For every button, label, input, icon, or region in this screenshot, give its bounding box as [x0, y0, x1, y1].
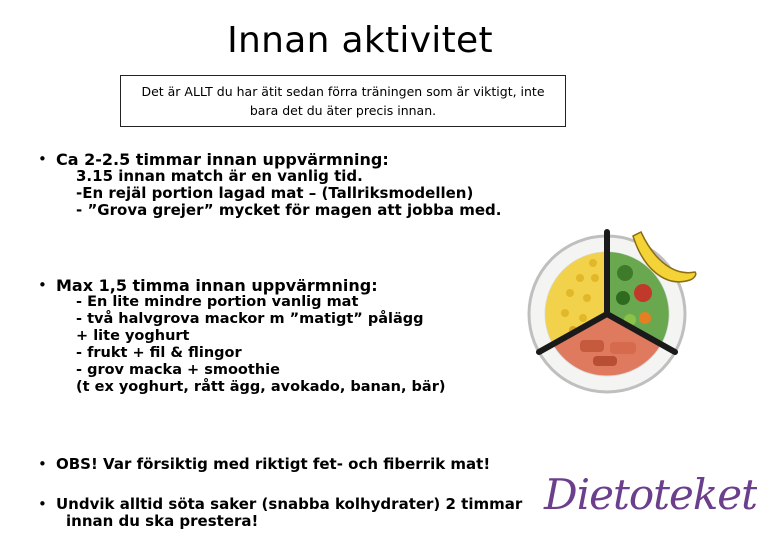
bullet-warning [38, 455, 491, 473]
bullet-dot: • [38, 150, 47, 168]
bullet-avoid-sugar [38, 495, 523, 530]
callout-line-2: bara det du äter precis innan. [249, 103, 437, 118]
bullet-heading: Max 1,5 timma innan uppvärmning: [56, 276, 378, 295]
bullet-dot: • [38, 455, 47, 473]
bullet-line: -En rejäl portion lagad mat – (Tallriksmodellen) [76, 184, 474, 202]
bullet-line: - ”Grova grejer” mycket för magen att jobba med. [76, 201, 502, 219]
bullet-line: innan du ska prestera! [66, 512, 259, 530]
bullet-pre-warmup-1-5h [38, 276, 446, 396]
bullet-line: - frukt + fil & flingor [76, 345, 242, 361]
bullet-pre-warmup-2h [38, 150, 502, 219]
bullet-line: - En lite mindre portion vanlig mat [76, 294, 359, 310]
page-title: Innan aktivitet [227, 20, 493, 61]
bullet-heading: OBS! Var försiktig med riktigt fet- och fiberrik mat! [56, 455, 491, 473]
plate-model-icon [525, 218, 705, 398]
bullet-heading: Undvik alltid söta saker (snabba kolhydrater) 2 timmar [56, 495, 523, 513]
callout-line-1: Det är ALLT du har ätit sedan förra träningen som är viktigt, inte [141, 84, 545, 99]
bullet-line: - två halvgrova mackor m ”matigt” pålägg [76, 311, 424, 327]
bullet-line: 3.15 innan match är en vanlig tid. [76, 167, 363, 185]
bullet-line: + lite yoghurt [76, 328, 190, 344]
bullet-dot: • [38, 276, 47, 294]
bullet-line: - grov macka + smoothie [76, 362, 280, 378]
dietoteket-logo: Dietoteket [544, 470, 757, 519]
info-callout [120, 75, 566, 127]
bullet-line: (t ex yoghurt, rått ägg, avokado, banan, bär) [76, 379, 446, 395]
bullet-dot: • [38, 495, 47, 513]
bullet-heading: Ca 2-2.5 timmar innan uppvärmning: [56, 150, 389, 169]
